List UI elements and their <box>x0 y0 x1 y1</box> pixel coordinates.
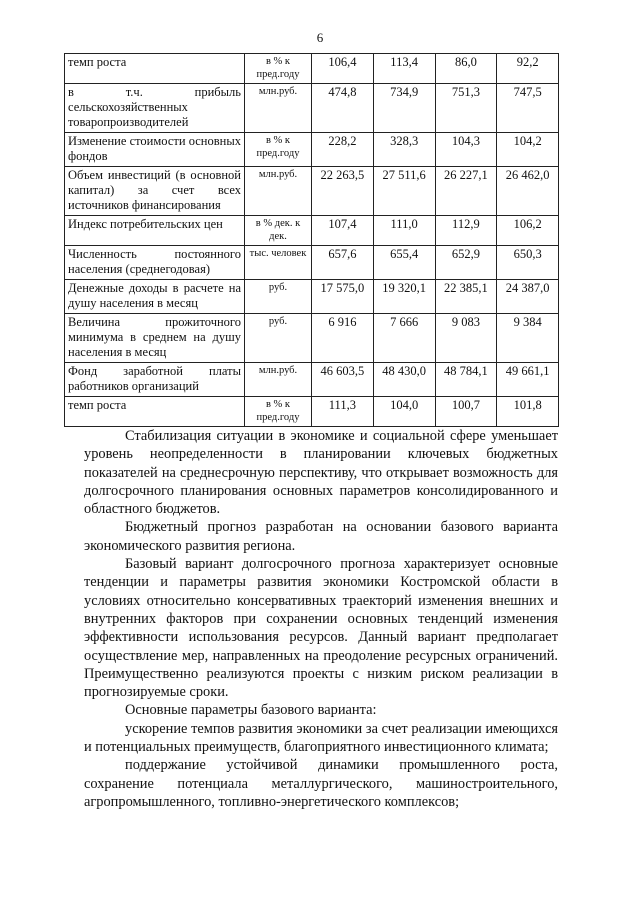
indicator-value: 27 511,6 <box>373 167 435 216</box>
body-text <box>84 427 558 811</box>
indicator-value: 24 387,0 <box>497 280 559 314</box>
indicator-value: 92,2 <box>497 54 559 84</box>
indicator-unit: млн.руб. <box>245 167 312 216</box>
table-row <box>65 363 559 397</box>
indicator-name: Объем инвестиций (в основной капитал) за счет всех источников финансирования <box>65 167 245 216</box>
indicator-name: Индекс потребительских цен <box>65 216 245 246</box>
indicator-value: 104,0 <box>373 397 435 427</box>
indicator-name: Фонд заработной платы работников организаций <box>65 363 245 397</box>
table-row <box>65 397 559 427</box>
indicator-value: 100,7 <box>435 397 497 427</box>
indicator-name: в т.ч. прибыль сельскохозяйственных товаропроизводителей <box>65 84 245 133</box>
indicator-value: 107,4 <box>312 216 374 246</box>
indicator-value: 26 462,0 <box>497 167 559 216</box>
paragraph: поддержание устойчивой динамики промышленного роста, сохранение потенциала металлургического, машиностроительного, агропромышленного, топливно-энергетического комплексов; <box>84 757 558 810</box>
indicator-unit: руб. <box>245 280 312 314</box>
table-row <box>65 84 559 133</box>
indicator-value: 106,2 <box>497 216 559 246</box>
indicator-name: темп роста <box>65 397 245 427</box>
indicator-value: 228,2 <box>312 133 374 167</box>
indicator-value: 655,4 <box>373 246 435 280</box>
indicator-name: Денежные доходы в расчете на душу населения в месяц <box>65 280 245 314</box>
indicator-value: 6 916 <box>312 314 374 363</box>
indicator-value: 650,3 <box>497 246 559 280</box>
indicator-value: 328,3 <box>373 133 435 167</box>
indicator-unit: в % дек. к дек. <box>245 216 312 246</box>
paragraph: Стабилизация ситуации в экономике и социальной сфере уменьшает уровень неопределенности в планировании ключевых бюджетных показателей на среднесрочную перспективу, что открывает возможность для долгосрочного планирования основных параметров консолидированного и областного бюджетов. <box>84 428 558 518</box>
paragraph: Основные параметры базового варианта: <box>125 702 377 719</box>
indicator-value: 657,6 <box>312 246 374 280</box>
indicator-value: 652,9 <box>435 246 497 280</box>
indicator-name: Величина прожиточного минимума в среднем на душу населения в месяц <box>65 314 245 363</box>
indicator-name: темп роста <box>65 54 245 84</box>
indicator-value: 22 385,1 <box>435 280 497 314</box>
indicator-value: 49 661,1 <box>497 363 559 397</box>
table-row <box>65 314 559 363</box>
indicator-value: 22 263,5 <box>312 167 374 216</box>
indicator-value: 26 227,1 <box>435 167 497 216</box>
indicator-value: 104,2 <box>497 133 559 167</box>
indicator-unit: в % к пред.году <box>245 397 312 427</box>
page-number: 6 <box>316 30 324 45</box>
indicator-unit: млн.руб. <box>245 84 312 133</box>
indicator-unit: в % к пред.году <box>245 54 312 84</box>
table-row <box>65 133 559 167</box>
table-row <box>65 54 559 84</box>
table-row <box>65 216 559 246</box>
indicator-value: 113,4 <box>373 54 435 84</box>
indicator-unit: тыс. человек <box>245 246 312 280</box>
table-row <box>65 246 559 280</box>
indicator-unit: млн.руб. <box>245 363 312 397</box>
indicator-value: 46 603,5 <box>312 363 374 397</box>
indicator-name: Численность постоянного населения (среднегодовая) <box>65 246 245 280</box>
indicator-value: 9 083 <box>435 314 497 363</box>
table-row <box>65 167 559 216</box>
indicator-value: 48 430,0 <box>373 363 435 397</box>
indicator-unit: руб. <box>245 314 312 363</box>
indicator-value: 734,9 <box>373 84 435 133</box>
indicator-unit: в % к пред.году <box>245 133 312 167</box>
paragraph: Базовый вариант долгосрочного прогноза характеризует основные тенденции и параметры развития экономики Костромской области в условиях относительно консервативных траекторий изменения внешних и внутренних факторов при сохранении основных тенденций изменения эффективности использования ресурсов. Данный вариант предполагает осуществление мер, направленных на преодоление ресурсных ограничений. Преимущественно реализуются проекты с низким риском реализации в прогнозируемые сроки. <box>84 556 558 701</box>
paragraph: Бюджетный прогноз разработан на основании базового варианта экономического развития региона. <box>84 519 558 554</box>
indicator-value: 106,4 <box>312 54 374 84</box>
indicator-value: 751,3 <box>435 84 497 133</box>
indicator-value: 7 666 <box>373 314 435 363</box>
indicator-value: 474,8 <box>312 84 374 133</box>
indicator-value: 111,3 <box>312 397 374 427</box>
indicator-value: 86,0 <box>435 54 497 84</box>
indicator-value: 48 784,1 <box>435 363 497 397</box>
indicator-value: 747,5 <box>497 84 559 133</box>
indicators-table <box>64 53 559 427</box>
indicator-name: Изменение стоимости основных фондов <box>65 133 245 167</box>
indicator-value: 101,8 <box>497 397 559 427</box>
table-row <box>65 280 559 314</box>
paragraph: ускорение темпов развития экономики за счет реализации имеющихся и потенциальных преимуществ, благоприятного инвестиционного климата; <box>84 720 558 756</box>
indicator-value: 111,0 <box>373 216 435 246</box>
indicator-value: 112,9 <box>435 216 497 246</box>
indicator-value: 9 384 <box>497 314 559 363</box>
indicator-value: 19 320,1 <box>373 280 435 314</box>
indicator-value: 104,3 <box>435 133 497 167</box>
indicator-value: 17 575,0 <box>312 280 374 314</box>
